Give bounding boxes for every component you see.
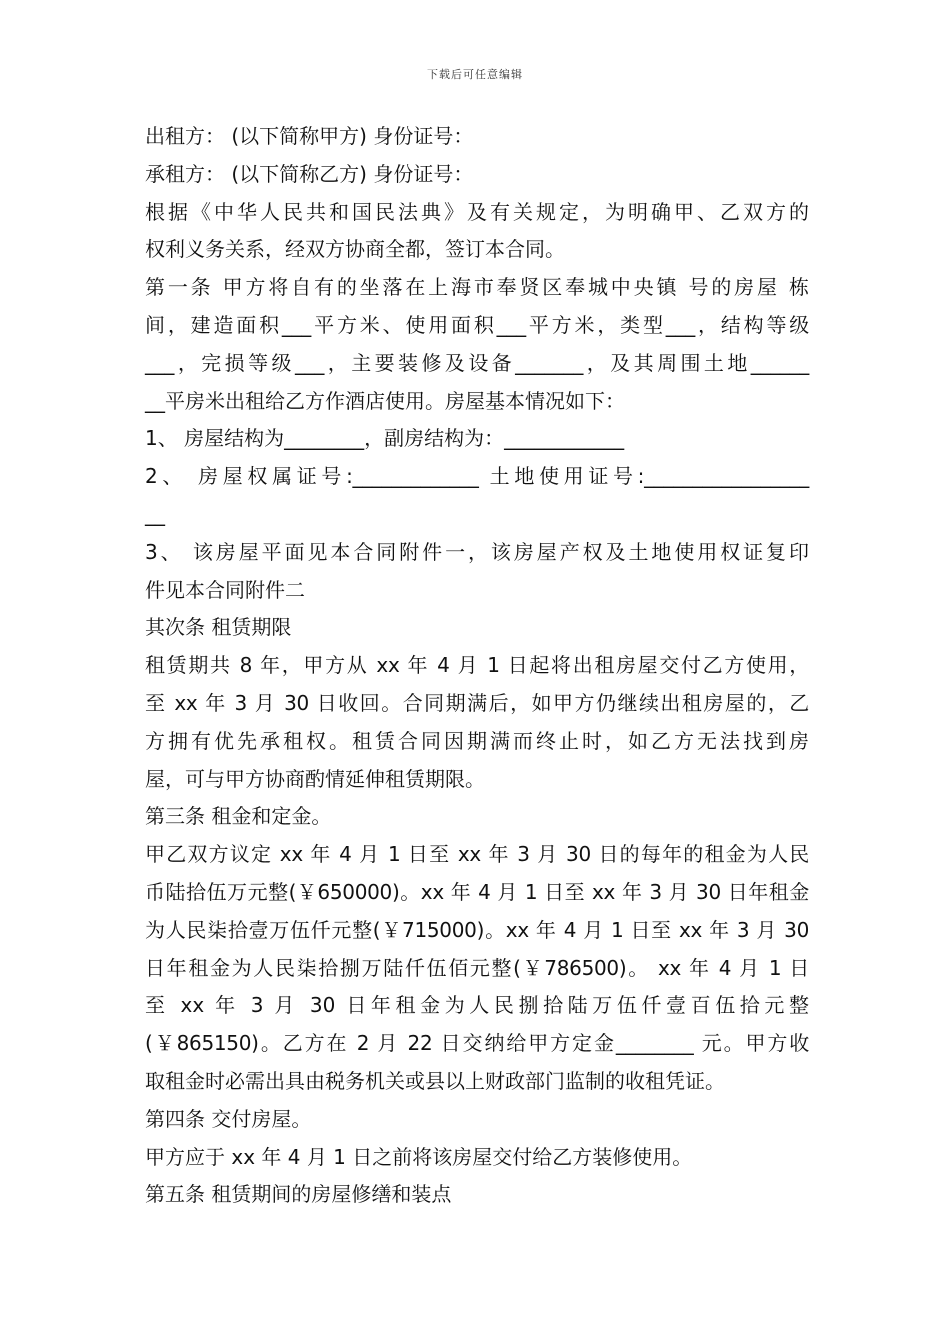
paragraph-line: 权利义务关系，经双方协商全都，签订本合同。	[145, 237, 565, 262]
paragraph-line: __平房米出租给乙方作酒店使用。房屋基本情况如下：	[145, 388, 625, 413]
paragraph-line: 屋，可与甲方协商酌情延伸租赁期限。	[145, 766, 485, 791]
paragraph-line: 承租方： (以下简称乙方) 身份证号：	[145, 161, 474, 186]
paragraph-line: 租赁期共 8 年，甲方从 xx 年 4 月 1 日起将出租房屋交付乙方使用，	[145, 653, 809, 678]
section-heading: 第四条 交付房屋。	[145, 1106, 312, 1131]
paragraph-line: 1、 房屋结构为________，副房结构为：____________	[145, 426, 625, 451]
paragraph-line: __	[145, 501, 165, 526]
paragraph-line: 3、 该房屋平面见本合同附件一，该房屋产权及土地使用权证复印	[145, 539, 809, 564]
paragraph-line: 甲乙双方议定 xx 年 4 月 1 日至 xx 年 3 月 30 日的每年的租金为人民	[145, 842, 809, 867]
paragraph-line: (￥865150)。乙方在 2 月 22 日交纳给甲方定金________ 元。甲方收	[145, 1031, 809, 1056]
paragraph-line: ___，完损等级___，主要装修及设备_______，及其周围土地______	[145, 350, 809, 375]
paragraph-line: 第一条 甲方将自有的坐落在上海市奉贤区奉城中央镇 号的房屋 栋	[145, 275, 809, 300]
paragraph-line: 日年租金为人民柒拾捌万陆仟伍佰元整(￥786500)。 xx 年 4 月 1 日	[145, 955, 809, 980]
paragraph-line: 为人民柒拾壹万伍仟元整(￥715000)。xx 年 4 月 1 日至 xx 年 3 月 30	[145, 917, 809, 942]
section-heading: 第五条 租赁期间的房屋修缮和装点	[145, 1182, 452, 1207]
paragraph-line: 至 xx 年 3 月 30 日收回。合同期满后，如甲方仍继续出租房屋的，乙	[145, 690, 809, 715]
page-header: 下载后可任意编辑	[427, 68, 523, 81]
section-heading: 第三条 租金和定金。	[145, 804, 332, 829]
paragraph-line: 出租方： (以下简称甲方) 身份证号：	[145, 124, 474, 148]
paragraph-line: 根据《中华人民共和国民法典》及有关规定，为明确甲、乙双方的	[145, 199, 809, 224]
paragraph-line: 甲方应于 xx 年 4 月 1 日之前将该房屋交付给乙方装修使用。	[145, 1144, 693, 1169]
paragraph-line: 至 xx 年 3 月 30 日年租金为人民捌拾陆万伍仟壹百伍拾元整	[145, 993, 809, 1018]
paragraph-line: 方拥有优先承租权。租赁合同因期满而终止时，如乙方无法找到房	[145, 728, 809, 753]
section-heading: 其次条 租赁期限	[145, 615, 292, 640]
paragraph-line: 币陆拾伍万元整(￥650000)。xx 年 4 月 1 日至 xx 年 3 月 30 日年租金	[145, 879, 809, 904]
paragraph-line: 件见本合同附件二	[145, 577, 305, 602]
paragraph-line: 取租金时必需出具由税务机关或县以上财政部门监制的收租凭证。	[145, 1068, 725, 1093]
paragraph-line: 2、 房屋权属证号:_____________ 土地使用证号:_________________	[145, 464, 809, 489]
document-body	[145, 118, 809, 1214]
paragraph-line: 间，建造面积___平方米、使用面积___平方米，类型___，结构等级	[145, 312, 809, 337]
